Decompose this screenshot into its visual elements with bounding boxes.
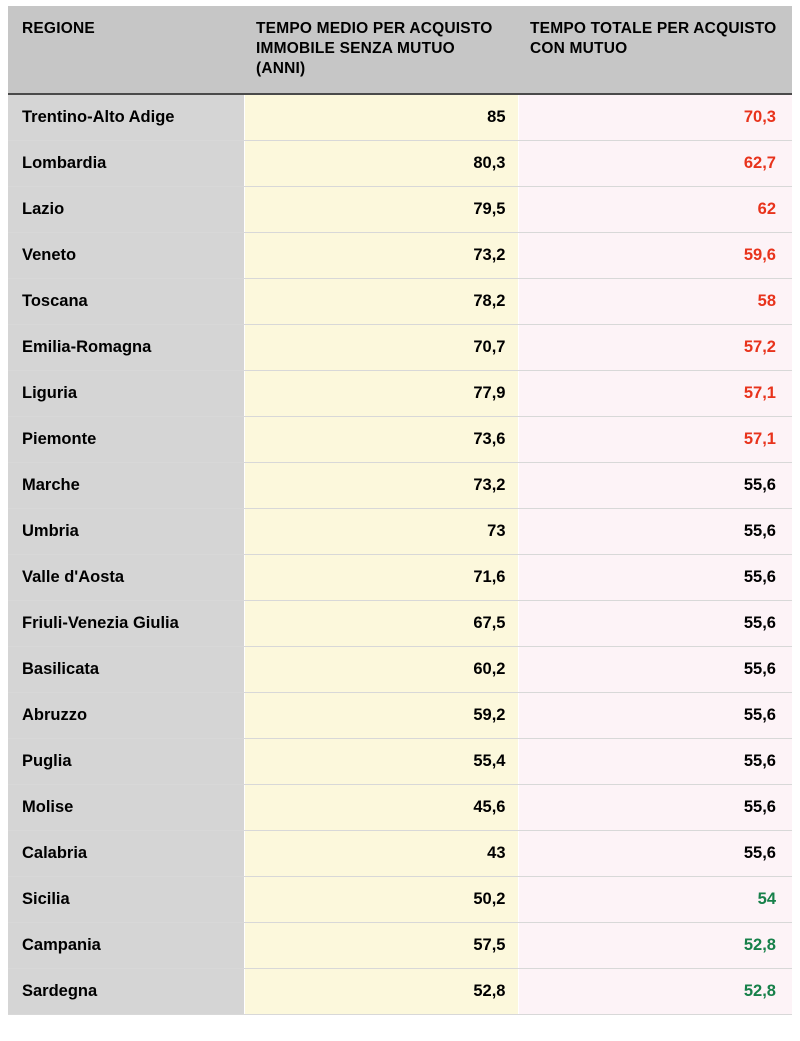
table-row xyxy=(8,831,792,877)
cell-region: Veneto xyxy=(8,233,244,279)
cell-tempo-totale-con-mutuo: 55,6 xyxy=(518,647,792,693)
cell-region: Abruzzo xyxy=(8,693,244,739)
cell-region: Calabria xyxy=(8,831,244,877)
cell-tempo-totale-con-mutuo: 55,6 xyxy=(518,463,792,509)
cell-region: Basilicata xyxy=(8,647,244,693)
cell-tempo-totale-con-mutuo: 62 xyxy=(518,187,792,233)
cell-tempo-medio-senza-mutuo: 59,2 xyxy=(244,693,518,739)
cell-tempo-totale-con-mutuo: 55,6 xyxy=(518,693,792,739)
table-row xyxy=(8,509,792,555)
cell-tempo-medio-senza-mutuo: 78,2 xyxy=(244,279,518,325)
cell-tempo-totale-con-mutuo: 62,7 xyxy=(518,141,792,187)
cell-tempo-medio-senza-mutuo: 60,2 xyxy=(244,647,518,693)
cell-tempo-totale-con-mutuo: 52,8 xyxy=(518,923,792,969)
table-row xyxy=(8,187,792,233)
table-row xyxy=(8,647,792,693)
cell-region: Lazio xyxy=(8,187,244,233)
cell-tempo-medio-senza-mutuo: 73 xyxy=(244,509,518,555)
table-row xyxy=(8,555,792,601)
table-body xyxy=(8,94,792,1015)
cell-region: Liguria xyxy=(8,371,244,417)
table-row xyxy=(8,969,792,1015)
table-row xyxy=(8,94,792,141)
cell-tempo-medio-senza-mutuo: 71,6 xyxy=(244,555,518,601)
table-row xyxy=(8,233,792,279)
cell-tempo-medio-senza-mutuo: 79,5 xyxy=(244,187,518,233)
column-header-tempo-totale-con-mutuo: TEMPO TOTALE PER ACQUISTO CON MUTUO xyxy=(518,6,792,94)
cell-tempo-medio-senza-mutuo: 55,4 xyxy=(244,739,518,785)
cell-tempo-totale-con-mutuo: 57,2 xyxy=(518,325,792,371)
cell-region: Friuli-Venezia Giulia xyxy=(8,601,244,647)
cell-tempo-totale-con-mutuo: 55,6 xyxy=(518,509,792,555)
cell-tempo-medio-senza-mutuo: 80,3 xyxy=(244,141,518,187)
cell-tempo-medio-senza-mutuo: 50,2 xyxy=(244,877,518,923)
table-row xyxy=(8,739,792,785)
table-row xyxy=(8,141,792,187)
cell-tempo-totale-con-mutuo: 55,6 xyxy=(518,739,792,785)
table-row xyxy=(8,417,792,463)
cell-tempo-medio-senza-mutuo: 73,6 xyxy=(244,417,518,463)
cell-tempo-medio-senza-mutuo: 73,2 xyxy=(244,233,518,279)
table-row xyxy=(8,279,792,325)
table-row xyxy=(8,601,792,647)
cell-tempo-totale-con-mutuo: 52,8 xyxy=(518,969,792,1015)
cell-region: Campania xyxy=(8,923,244,969)
cell-region: Molise xyxy=(8,785,244,831)
cell-region: Sicilia xyxy=(8,877,244,923)
cell-region: Marche xyxy=(8,463,244,509)
cell-tempo-totale-con-mutuo: 55,6 xyxy=(518,831,792,877)
table-row xyxy=(8,877,792,923)
cell-region: Sardegna xyxy=(8,969,244,1015)
cell-tempo-totale-con-mutuo: 54 xyxy=(518,877,792,923)
cell-region: Trentino-Alto Adige xyxy=(8,94,244,141)
cell-tempo-medio-senza-mutuo: 77,9 xyxy=(244,371,518,417)
cell-tempo-totale-con-mutuo: 55,6 xyxy=(518,601,792,647)
table-header-row xyxy=(8,6,792,94)
table-row xyxy=(8,463,792,509)
cell-tempo-medio-senza-mutuo: 43 xyxy=(244,831,518,877)
table-row xyxy=(8,371,792,417)
cell-tempo-totale-con-mutuo: 58 xyxy=(518,279,792,325)
column-header-region: REGIONE xyxy=(8,6,244,94)
cell-tempo-totale-con-mutuo: 55,6 xyxy=(518,555,792,601)
table-row xyxy=(8,693,792,739)
cell-tempo-medio-senza-mutuo: 73,2 xyxy=(244,463,518,509)
cell-region: Puglia xyxy=(8,739,244,785)
table-header xyxy=(8,6,792,94)
table-row xyxy=(8,923,792,969)
cell-tempo-medio-senza-mutuo: 57,5 xyxy=(244,923,518,969)
cell-region: Piemonte xyxy=(8,417,244,463)
cell-region: Lombardia xyxy=(8,141,244,187)
cell-tempo-medio-senza-mutuo: 52,8 xyxy=(244,969,518,1015)
cell-region: Valle d'Aosta xyxy=(8,555,244,601)
cell-tempo-totale-con-mutuo: 59,6 xyxy=(518,233,792,279)
regions-comparison-table xyxy=(8,6,792,1015)
cell-tempo-totale-con-mutuo: 70,3 xyxy=(518,94,792,141)
cell-tempo-totale-con-mutuo: 55,6 xyxy=(518,785,792,831)
table-row xyxy=(8,325,792,371)
cell-region: Umbria xyxy=(8,509,244,555)
cell-tempo-medio-senza-mutuo: 70,7 xyxy=(244,325,518,371)
cell-tempo-medio-senza-mutuo: 67,5 xyxy=(244,601,518,647)
cell-tempo-totale-con-mutuo: 57,1 xyxy=(518,417,792,463)
cell-tempo-medio-senza-mutuo: 85 xyxy=(244,94,518,141)
cell-tempo-totale-con-mutuo: 57,1 xyxy=(518,371,792,417)
table-row xyxy=(8,785,792,831)
cell-region: Emilia-Romagna xyxy=(8,325,244,371)
column-header-tempo-medio-senza-mutuo: TEMPO MEDIO PER ACQUISTO IMMOBILE SENZA MUTUO (ANNI) xyxy=(244,6,518,94)
cell-tempo-medio-senza-mutuo: 45,6 xyxy=(244,785,518,831)
cell-region: Toscana xyxy=(8,279,244,325)
